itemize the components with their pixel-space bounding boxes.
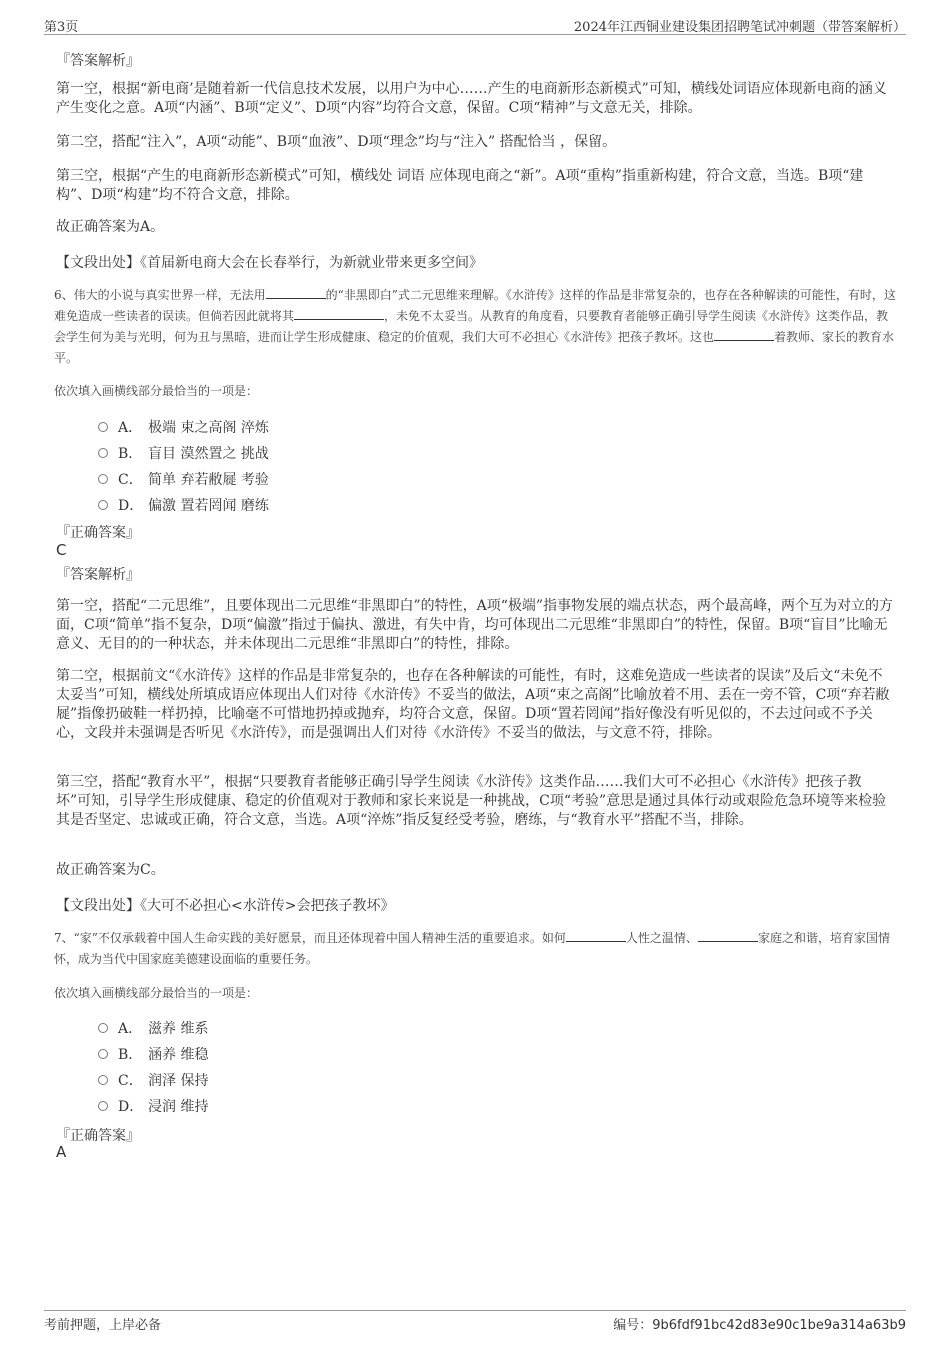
q6-prompt: 依次填入画横线部分最恰当的一项是： xyxy=(54,384,259,398)
q7-option-a[interactable]: A． 滋养 维系 xyxy=(98,1018,208,1038)
q5-conclusion: 故正确答案为A。 xyxy=(56,219,165,235)
q7-option-b[interactable]: B． 涵养 维稳 xyxy=(98,1044,208,1064)
q6-option-a[interactable]: A． 极端 束之高阁 淬炼 xyxy=(98,417,269,437)
radio-icon[interactable] xyxy=(98,1049,108,1059)
q7-option-d[interactable]: D． 浸润 维持 xyxy=(98,1096,208,1116)
blank-1 xyxy=(266,286,326,299)
blank-2 xyxy=(294,307,384,320)
blank-2 xyxy=(698,929,758,942)
footer-slogan: 考前押题，上岸必备 xyxy=(44,1318,162,1333)
q5-analysis-para1: 第一空，根据“新电商’是随着新一代信息技术发展，以用户为中心……产生的电商新形态新模式”可知，横线处词语应体现新电商的涵义产生变化之意。A项“内涵”、B项“定义”、D项“内容”均符合文意，保留。C项“精神”与文意无关，排除。 xyxy=(56,81,887,116)
q5-analysis-para2: 第二空，搭配“注入”，A项“动能”、B项“血液”、D项“理念”均与“注入” 搭配恰当 ，保留。 xyxy=(56,134,617,150)
radio-icon[interactable] xyxy=(98,1023,108,1033)
q6-option-d[interactable]: D． 偏激 置若罔闻 磨练 xyxy=(98,495,269,515)
q7-correct-label: 『正确答案』 xyxy=(56,1128,140,1144)
q7-option-c[interactable]: C． 润泽 保持 xyxy=(98,1070,208,1090)
radio-icon[interactable] xyxy=(98,500,108,510)
page-number: 第3页 xyxy=(44,20,79,35)
q6-analysis-para2: 第二空，根据前文“《水浒传》这样的作品是非常复杂的，也存在各种解读的可能性，有时，这难免造成一些读者的误读”及后文“未免不太妥当”可知，横线处所填成语应体现出人们对待《水浒传》不妥当的做法，A项“束之高阁”比喻放着不用、丢在一旁不管，C项“弃若敝屣”指像扔破鞋一样扔掉，比喻毫不可惜地扔掉或抛弃，均符合文意，保留。D项“置若罔闻”指好像没有听见似的，不去过问或不予关心，文段并未强调是否听见《水浒传》，而是强调出人们对待《水浒传》不妥当的做法，与文意不符，排除。 xyxy=(56,668,890,741)
q7-prompt: 依次填入画横线部分最恰当的一项是： xyxy=(54,986,259,1000)
q6-correct-answer: C xyxy=(56,541,67,559)
radio-icon[interactable] xyxy=(98,448,108,458)
q6-analysis-para3: 第三空，搭配“教育水平”，根据“只要教育者能够正确引导学生阅读《水浒传》这类作品……我们大可不必担心《水浒传》把孩子教坏”可知，引导学生形成健康、稳定的价值观对于教师和家长来说是一种挑战，C项“考验”意思是通过具体行动或艰险危急环境等来检验其是否坚定、忠诚或正确，符合文意，当选。A项“淬炼”指反复经受考验，磨练，与“教育水平”搭配不当，排除。 xyxy=(56,774,887,828)
document-code: 编号：9b6fdf91bc42d83e90c1be9a314a63b9 xyxy=(613,1318,906,1333)
q6-analysis-para1: 第一空，搭配“二元思维”，且要体现出二元思维“非黑即白”的特性，A项“极端”指事物发展的端点状态，两个最高峰，两个互为对立的方面，C项“简单”指不复杂，D项“偏激”指过于偏执、激进，有失中肯，均可体现出二元思维“非黑即白”的特性，保留。B项“盲目”比喻无意义、无目的的一种状态，并未体现出二元思维“非黑即白”的特性，排除。 xyxy=(56,598,894,652)
radio-icon[interactable] xyxy=(98,474,108,484)
page-footer xyxy=(44,1310,906,1333)
document-title: 2024年江西铜业建设集团招聘笔试冲刺题（带答案解析） xyxy=(573,20,906,35)
radio-icon[interactable] xyxy=(98,422,108,432)
page-header xyxy=(44,14,906,35)
q7-correct-answer: A xyxy=(56,1143,67,1161)
radio-icon[interactable] xyxy=(98,1075,108,1085)
q6-analysis-label: 『答案解析』 xyxy=(56,567,140,583)
q6-option-b[interactable]: B． 盲目 漠然置之 挑战 xyxy=(98,443,269,463)
q6-source: 【文段出处】《大可不必担心<水浒传>会把孩子教坏》 xyxy=(56,898,395,914)
q5-source: 【文段出处】《首届新电商大会在长春举行，为新就业带来更多空间》 xyxy=(56,255,483,271)
q6-correct-label: 『正确答案』 xyxy=(56,525,140,541)
q6-stem: 6、伟大的小说与真实世界一样，无法用 的“非黑即白”式二元思维来理解。《水浒传》这样的作品是非常复杂的，也存在各种解读的可能性，有时，这难免造成一些读者的误读。但倘若因此就将其 ，未免不太妥当。从教育的角度看，只要教育者能够正确引导学生阅读《水浒传》这类作品，教会学生何为美与光明，何为丑与黑暗，进而让学生形成健康、稳定的价值观，我们大可不必担心《水浒传》把孩子教坏。这也 着教师、家长的教育水平。 xyxy=(54,288,896,365)
q6-option-c[interactable]: C． 简单 弃若敝屣 考验 xyxy=(98,469,269,489)
radio-icon[interactable] xyxy=(98,1101,108,1111)
q7-stem: 7、“家”不仅承载着中国人生命实践的美好愿景，而且还体现着中国人精神生活的重要追求。如何 人性之温情、 家庭之和谐，培育家国情怀，成为当代中国家庭美德建设面临的重要任务。 xyxy=(54,931,890,966)
q5-analysis-para3: 第三空，根据“产生的电商新形态新模式”可知，横线处 词语 应体现电商之“新”。A项“重构”指重新构建，符合文意，当选。B项“建构”、D项“构建”均不符合文意，排除。 xyxy=(56,168,864,203)
q5-analysis-label: 『答案解析』 xyxy=(56,53,140,69)
q6-conclusion: 故正确答案为C。 xyxy=(56,862,165,878)
blank-1 xyxy=(566,929,626,942)
blank-3 xyxy=(714,328,774,341)
